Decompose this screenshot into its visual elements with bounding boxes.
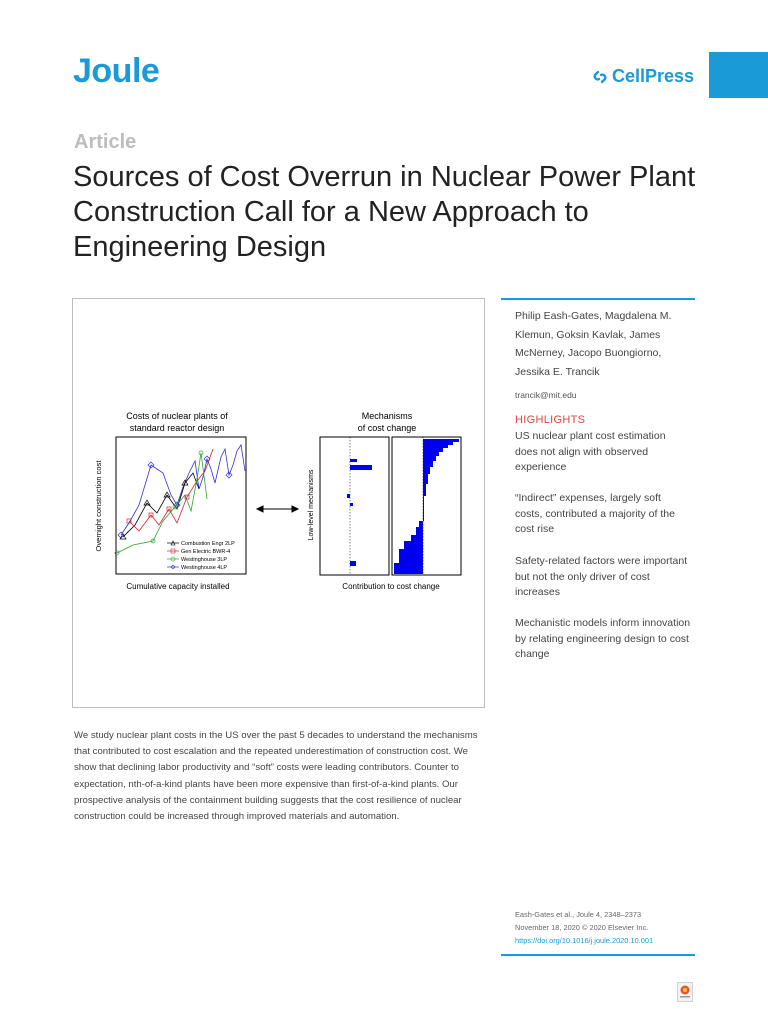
journal-logo[interactable]: Joule	[73, 52, 160, 90]
legend-label-2: Westinghouse 3LP	[181, 557, 228, 563]
right-title-line1: Mechanisms	[361, 411, 413, 421]
legend-label-0: Combustion Engr 2LP	[181, 541, 235, 547]
brand-corner-block	[709, 52, 768, 98]
citation	[515, 908, 653, 947]
article-summary: We study nuclear plant costs in the US over the past 5 decades to understand the mechanisms that contributed to cost escalation and the repeated underestimation of construction cost. We show that declining labor productivity and “soft” costs were leading contributors. Counter to expectation, nth-of-a-kind plants have been more expensive than first-of-a-kind plants. Our prospective analysis of the containment building suggests that the cost resilience of nuclear construction could be increased through improved materials and automation.	[74, 730, 478, 823]
article-type: Article	[74, 131, 137, 153]
markers-westinghouse-3lp	[115, 451, 203, 555]
right-xlabel: Contribution to cost change	[342, 582, 440, 591]
bar	[423, 484, 426, 496]
series-gen-electric	[129, 449, 213, 531]
bar	[423, 448, 443, 452]
graphical-abstract	[72, 298, 485, 708]
left-title-line1: Costs of nuclear plants of	[126, 411, 228, 421]
series-combustion-engr	[123, 473, 199, 537]
bar	[411, 535, 423, 541]
bar	[404, 541, 423, 549]
legend-label-1: Gen Electric BWR-4	[181, 549, 231, 555]
bar	[350, 459, 357, 462]
bar	[347, 494, 350, 498]
publisher-logo[interactable]	[591, 66, 694, 87]
left-title-line2: standard reactor design	[129, 423, 225, 433]
bar	[419, 521, 423, 527]
bar	[423, 474, 428, 484]
highlight-item: Mechanistic models inform innovation by relating engineering design to cost change	[515, 617, 691, 660]
series-westinghouse-3lp	[117, 453, 207, 553]
right-subplot-1-frame	[320, 437, 389, 575]
citation-line1: Eash-Gates et al., Joule 4, 2348–2373	[515, 910, 642, 919]
bar	[423, 496, 424, 521]
highlight-item: “Indirect” expenses, largely soft costs, contributed a majority of the cost rise	[515, 492, 675, 535]
sidebar-top-rule	[501, 298, 695, 300]
right-ylabel: Low-level mechanisms	[308, 469, 315, 541]
legend	[167, 541, 235, 571]
markers-westinghouse-4lp	[118, 456, 232, 538]
publisher-name: CellPress	[612, 66, 695, 86]
corresponding-email[interactable]: trancik@mit.edu	[515, 390, 577, 400]
citation-line2: November 18, 2020 © 2020 Elsevier Inc.	[515, 923, 649, 932]
bar	[423, 467, 430, 474]
bar	[350, 503, 353, 506]
double-arrow-icon	[257, 506, 298, 512]
highlights-heading: HIGHLIGHTS	[515, 414, 586, 426]
bar	[423, 456, 436, 461]
graphical-abstract-figure	[73, 299, 486, 709]
bar	[423, 442, 453, 445]
bar	[423, 445, 448, 448]
author-list: Philip Eash-Gates, Magdalena M. Klemun, Goksin Kavlak, James McNerney, Jacopo Buongiorno, Jessika E. Trancik	[515, 310, 672, 378]
bar	[350, 465, 372, 470]
right-title-line2: of cost change	[357, 423, 417, 433]
bar	[399, 549, 423, 563]
check-for-updates-icon[interactable]	[677, 982, 693, 1002]
bar	[394, 563, 423, 574]
highlight-item: US nuclear plant cost estimation does not align with observed experience	[515, 430, 666, 473]
right-subplot-1-bars	[347, 459, 372, 566]
sidebar-bottom-rule	[501, 954, 695, 956]
bar	[416, 527, 423, 535]
highlight-item: Safety-related factors were important but not the only driver of cost increases	[515, 555, 688, 598]
right-subplot-2-bars	[394, 439, 459, 574]
bar	[423, 439, 459, 442]
bar	[423, 452, 439, 456]
bar	[423, 461, 433, 467]
left-xlabel: Cumulative capacity installed	[126, 582, 230, 591]
left-ylabel: Overnight construction cost	[94, 460, 103, 552]
doi-link[interactable]: https://doi.org/10.1016/j.joule.2020.10.001	[515, 936, 654, 945]
bar	[350, 561, 356, 566]
legend-label-3: Westinghouse 4LP	[181, 565, 228, 571]
cellpress-link-icon	[591, 68, 609, 86]
article-title: Sources of Cost Overrun in Nuclear Power Plant Construction Call for a New Approach to Engineering Design	[73, 161, 696, 263]
